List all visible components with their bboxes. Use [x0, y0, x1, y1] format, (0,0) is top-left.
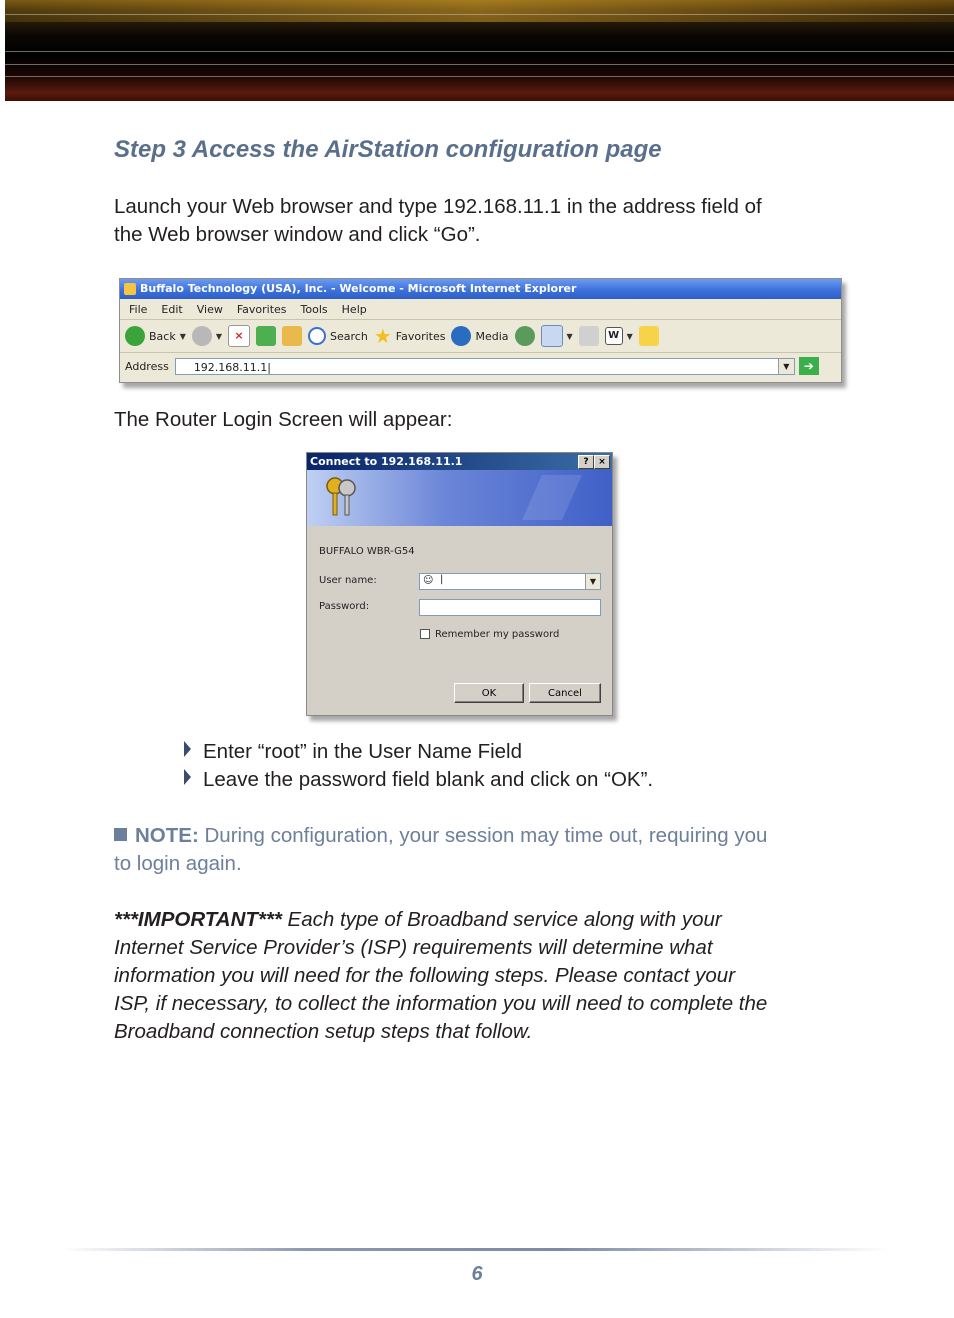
search-button[interactable]: Search — [308, 327, 368, 345]
home-icon[interactable] — [282, 326, 302, 346]
back-button[interactable]: Back ▼ — [125, 326, 186, 346]
forward-button[interactable] — [192, 326, 222, 346]
go-button[interactable]: ➔ — [799, 357, 819, 375]
xp-logo-watermark — [512, 470, 592, 526]
bullet-arrow-icon — [184, 741, 191, 757]
refresh-icon[interactable] — [256, 326, 276, 346]
browser-screenshot — [119, 278, 842, 383]
browser-menubar — [120, 299, 841, 320]
bullet-2: Leave the password field blank and click on “OK”. — [184, 768, 653, 792]
bullet-1: Enter “root” in the User Name Field — [184, 740, 522, 764]
dialog-titlebar: Connect to 192.168.11.1 ? × — [307, 453, 612, 470]
mail-icon — [541, 325, 563, 347]
login-dialog — [306, 452, 613, 716]
dialog-banner — [307, 470, 612, 526]
star-icon: ★ — [373, 324, 392, 348]
forward-arrow-icon — [192, 326, 212, 346]
chevron-down-icon[interactable]: ▼ — [585, 574, 600, 589]
ok-button[interactable]: OK — [454, 683, 524, 703]
menu-view[interactable]: View — [196, 302, 223, 316]
address-bar — [120, 353, 841, 379]
address-input[interactable]: 192.168.11.1| ▼ — [175, 358, 795, 375]
search-icon — [308, 327, 326, 345]
username-field[interactable]: ☺ | ▼ — [419, 573, 601, 590]
bullet-arrow-icon — [184, 769, 191, 785]
keys-icon — [323, 476, 361, 518]
favorites-button[interactable]: ★ Favorites — [373, 324, 446, 348]
menu-help[interactable]: Help — [341, 302, 367, 316]
router-intro: The Router Login Screen will appear: — [114, 408, 453, 431]
chevron-down-icon: ▼ — [626, 331, 633, 341]
menu-favorites[interactable]: Favorites — [236, 302, 287, 316]
remember-label: Remember my password — [435, 629, 560, 640]
chevron-down-icon: ▼ — [179, 331, 186, 341]
chevron-down-icon: ▼ — [215, 331, 223, 341]
note-square-icon — [114, 828, 127, 841]
menu-tools[interactable]: Tools — [300, 302, 328, 316]
chevron-down-icon: ▼ — [566, 331, 573, 341]
header-banner — [5, 0, 954, 101]
menu-file[interactable]: File — [129, 302, 148, 316]
stop-icon[interactable]: × — [228, 325, 250, 347]
intro-line-1: Launch your Web browser and type 192.168.11.1 in the address field of — [114, 195, 762, 218]
address-label: Address — [125, 359, 169, 373]
mail-button[interactable] — [541, 325, 573, 347]
print-icon[interactable] — [579, 326, 599, 346]
user-icon: ☺ — [423, 575, 434, 586]
footer-divider — [60, 1248, 890, 1251]
note-label: NOTE: — [135, 824, 199, 847]
back-arrow-icon — [125, 326, 145, 346]
cancel-button[interactable]: Cancel — [529, 683, 601, 703]
media-button[interactable]: Media — [451, 326, 508, 346]
intro-paragraph — [114, 193, 762, 249]
notes-icon[interactable] — [639, 326, 659, 346]
step-heading: Step 3 Access the AirStation configuration page — [114, 136, 662, 163]
important-paragraph: ***IMPORTANT*** Each type of Broadband service along with your Internet Service Provider’s (ISP) requirements will determine what information you will need for the following steps. Please contact your ISP, if necessary, to collect the information you will need to complete the Broadband connection setup steps that follow. — [114, 908, 768, 1043]
password-field[interactable] — [419, 599, 601, 616]
close-icon[interactable]: × — [594, 455, 610, 469]
password-label: Password: — [319, 601, 370, 612]
menu-edit[interactable]: Edit — [161, 302, 183, 316]
help-icon[interactable]: ? — [578, 455, 594, 469]
page-number: 6 — [471, 1263, 483, 1285]
ie-icon — [124, 283, 136, 295]
browser-toolbar — [120, 320, 841, 353]
media-icon — [451, 326, 471, 346]
browser-title: Buffalo Technology (USA), Inc. - Welcome - Microsoft Internet Explorer — [140, 282, 577, 295]
note-paragraph: NOTE: During configuration, your session may time out, requiring you to login again. — [114, 824, 768, 875]
username-label: User name: — [319, 575, 377, 586]
remember-checkbox[interactable] — [420, 629, 430, 639]
chevron-down-icon[interactable]: ▼ — [778, 359, 794, 374]
important-label: ***IMPORTANT*** — [114, 908, 282, 931]
device-name: BUFFALO WBR-G54 — [319, 546, 415, 557]
edit-button[interactable]: W ▼ — [605, 327, 633, 345]
browser-titlebar — [120, 279, 841, 299]
history-icon[interactable] — [515, 326, 535, 346]
intro-line-2: the Web browser window and click “Go”. — [114, 223, 481, 246]
